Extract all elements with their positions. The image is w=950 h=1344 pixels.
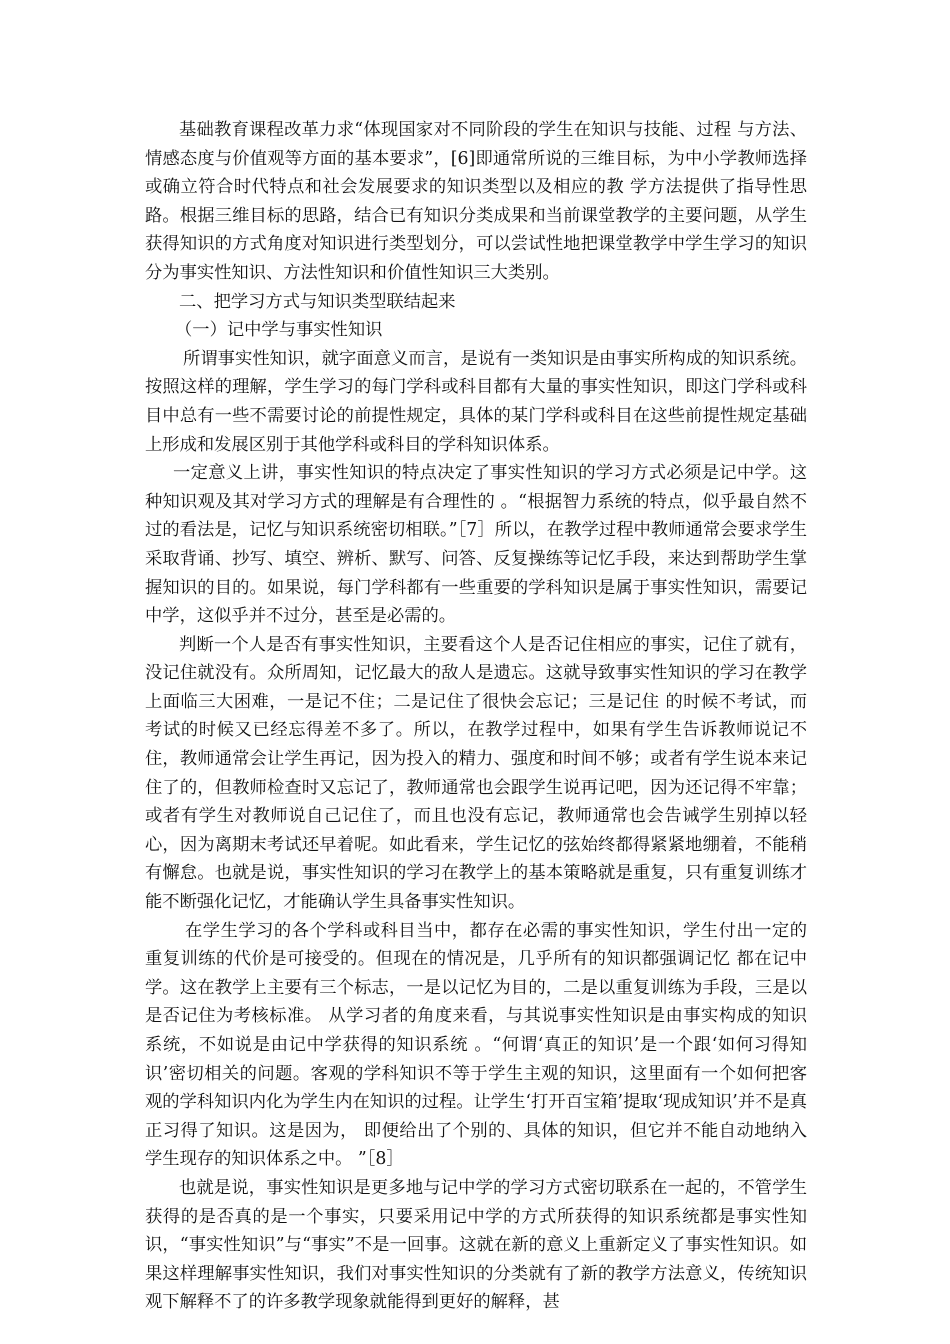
subsection-heading: （一）记中学与事实性知识 [175, 320, 383, 341]
body-paragraph: 一定意义上讲，事实性知识的特点决定了事实性知识的学习方式必须是记中学。这种知识观及其对学习方式的理解是有合理性的 。“根据智力系统的特点，似乎最自然不过的看法是，记忆与知识系统密切相联。”［7］所以，在教学过程中教师通常会要求学生采取背诵、抄写、填空、辨析、默写、问答、反复操练等记忆手段，来达到帮助学生掌握知识的目的。如果说，每门学科都有一些重要的学科知识是属于事实性知识，需要记中学，这似乎并不过分，甚至是必需的。 [145, 463, 807, 627]
body-paragraph: 也就是说，事实性知识是更多地与记中学的学习方式密切联系在一起的，不管学生获得的是否真的是一个事实，只要采用记中学的方式所获得的知识系统都是事实性知识，“事实性知识”与“事实”不是一回事。这就在新的意义上重新定义了事实性知识。如果这样理解事实性知识，我们对事实性知识的分类就有了新的教学方法意义，传统知识观下解释不了的许多教学现象就能得到更好的解释，甚 [145, 1177, 807, 1313]
document-body [145, 116, 807, 1317]
intro-paragraph: 基础教育课程改革力求“体现国家对不同阶段的学生在知识与技能、过程 与方法、情感态度与价值观等方面的基本要求”，[6]即通常所说的三维目标，为中小学教师选择或确立符合时代特点和社会发展要求的知识类型以及相应的教 学方法提供了指导性思路。根据三维目标的思路，结合已有知识分类成果和当前课堂教学的主要问题，从学生获得知识的方式角度对知识进行类型划分，可以尝试性地把课堂教学中学生学习的知识分为事实性知识、方法性知识和价值性知识三大类别。 [145, 120, 807, 283]
body-paragraph: 在学生学习的各个学科或科目当中，都存在必需的事实性知识，学生付出一定的重复训练的代价是可接受的。但现在的情况是，几乎所有的知识都强调记忆 都在记中学。这在教学上主要有三个标志，一是以记忆为目的，二是以重复训练为手段，三是以是否记住为考核标准。 从学习者的角度来看，与其说事实性知识是由事实构成的知识系统，不如说是由记中学获得的知识系统 。“何谓‘真正的知识’是一个跟‘如何习得知识’密切相关的问题。客观的学科知识不等于学生主观的知识，这里面有一个如何把客观的学科知识内化为学生内在知识的过程。让学生‘打开百宝箱’提取‘现成知识’并不是真正习得了知识。这是因为， 即便给出了个别的、具体的知识，但它并不能自动地纳入学生现存的知识体系之中。 ”［8］ [145, 920, 807, 1170]
body-paragraph: 判断一个人是否有事实性知识，主要看这个人是否记住相应的事实，记住了就有，没记住就没有。众所周知，记忆最大的敌人是遗忘。这就导致事实性知识的学习在教学上面临三大困难，一是记不住；二是记住了很快会忘记；三是记住 的时候不考试，而考试的时候又已经忘得差不多了。所以，在教学过程中，如果有学生告诉教师说记不住，教师通常会让学生再记，因为投入的精力、强度和时间不够；或者有学生说本来记住了的，但教师检查时又忘记了，教师通常也会跟学生说再记吧，因为还记得不牢靠；或者有学生对教师说自己记住了，而且也没有忘记，教师通常也会告诫学生别掉以轻心，因为离期末考试还早着呢。如此看来，学生记忆的弦始终都得紧紧地绷着，不能稍有懈怠。也就是说，事实性知识的学习在教学上的基本策略就是重复，只有重复训练才能不断强化记忆，才能确认学生具备事实性知识。 [145, 634, 807, 913]
section-heading: 二、把学习方式与知识类型联结起来 [179, 291, 456, 312]
body-paragraph: 所谓事实性知识，就字面意义而言，是说有一类知识是由事实所构成的知识系统。按照这样的理解，学生学习的每门学科或科目都有大量的事实性知识，即这门学科或科目中总有一些不需要讨论的前提性规定，具体的某门学科或科目在这些前提性规定基础上形成和发展区别于其他学科或科目的学科知识体系。 [145, 348, 807, 455]
